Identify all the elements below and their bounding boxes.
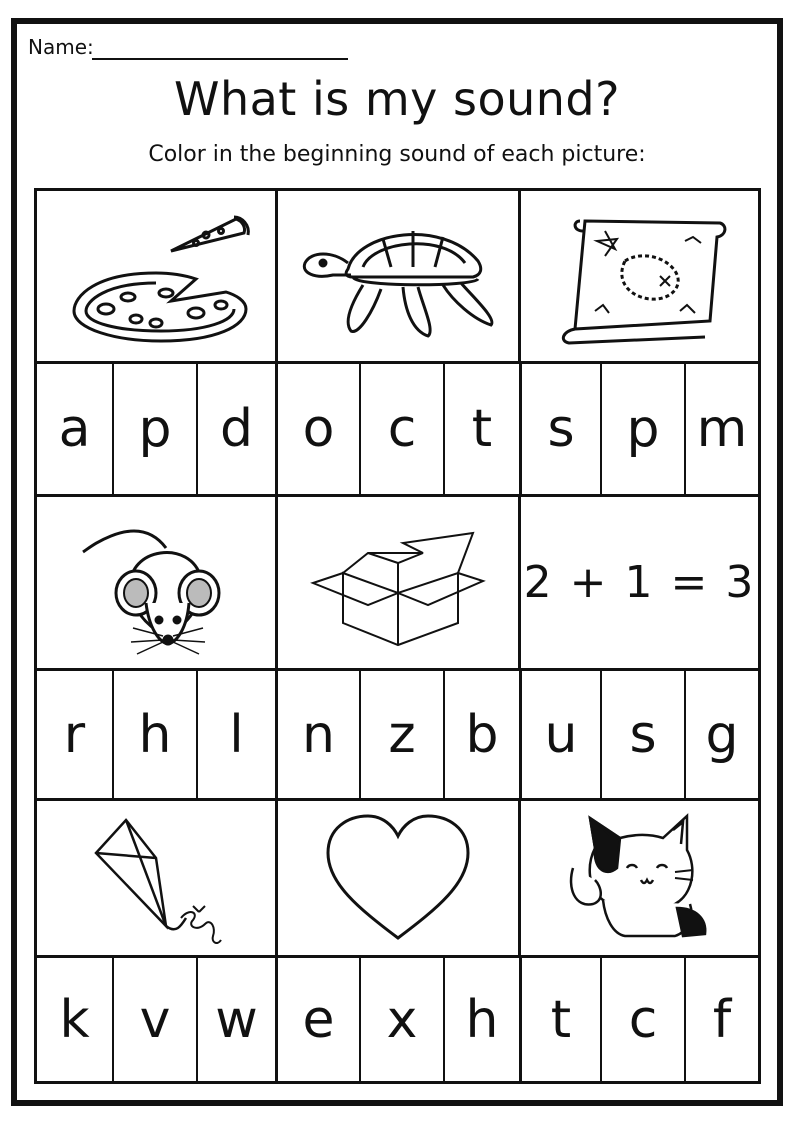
letter-option[interactable]: a [37, 364, 114, 494]
letter-option[interactable]: l [198, 671, 278, 798]
treasure-map-icon [545, 201, 735, 351]
letter-option[interactable]: p [114, 364, 198, 494]
picture-cell [521, 801, 758, 955]
pizza-icon [56, 201, 256, 351]
name-field[interactable] [92, 58, 348, 60]
letter-option[interactable]: s [522, 364, 602, 494]
letter-option[interactable]: m [696, 399, 748, 459]
picture-row-2 [37, 497, 758, 668]
letter-option[interactable]: k [37, 958, 114, 1081]
letter-option[interactable]: c [602, 958, 686, 1081]
letter-option[interactable]: n [278, 671, 361, 798]
picture-cell [37, 801, 278, 955]
picture-cell [37, 497, 278, 668]
letter-option[interactable]: p [602, 364, 686, 494]
picture-cell [278, 191, 521, 361]
instructions: Color in the beginning sound of each picture: [148, 142, 646, 167]
picture-cell [521, 497, 758, 668]
letter-option[interactable]: z [361, 671, 445, 798]
letter-row-3 [37, 958, 758, 1081]
letter-option[interactable]: d [198, 364, 278, 494]
letter-option[interactable]: s [602, 671, 686, 798]
mouse-icon [71, 508, 241, 658]
letter-option[interactable]: u [522, 671, 602, 798]
picture-row-3 [37, 801, 758, 955]
letter-option[interactable]: t [445, 364, 522, 494]
letter-option[interactable]: c [361, 364, 445, 494]
equation-text: 2 + 1 = 3 [523, 557, 756, 608]
letter-option[interactable]: h [445, 958, 522, 1081]
turtle-icon [293, 201, 503, 351]
page-title: What is my sound? [173, 72, 621, 126]
picture-cell [521, 191, 758, 361]
picture-row-1 [37, 191, 758, 361]
picture-cell [37, 191, 278, 361]
picture-cell [278, 497, 521, 668]
letter-row-2 [37, 671, 758, 798]
letter-option[interactable]: t [522, 958, 602, 1081]
cat-icon [565, 808, 715, 948]
worksheet-grid [34, 188, 761, 1084]
letter-option[interactable]: e [278, 958, 361, 1081]
box-icon [303, 513, 493, 653]
letter-option[interactable]: w [198, 958, 278, 1081]
letter-option[interactable]: v [114, 958, 198, 1081]
letter-option[interactable]: o [278, 364, 361, 494]
letter-option[interactable]: b [445, 671, 522, 798]
letter-option[interactable]: f [712, 989, 732, 1050]
picture-cell [278, 801, 521, 955]
letter-row-1 [37, 364, 758, 494]
letter-option[interactable]: h [114, 671, 198, 798]
heart-icon [318, 808, 478, 948]
kite-icon [81, 808, 231, 948]
name-label: Name: [28, 35, 94, 59]
letter-option[interactable]: r [37, 671, 114, 798]
letter-option[interactable]: x [361, 958, 445, 1081]
letter-option[interactable]: g [705, 704, 739, 765]
